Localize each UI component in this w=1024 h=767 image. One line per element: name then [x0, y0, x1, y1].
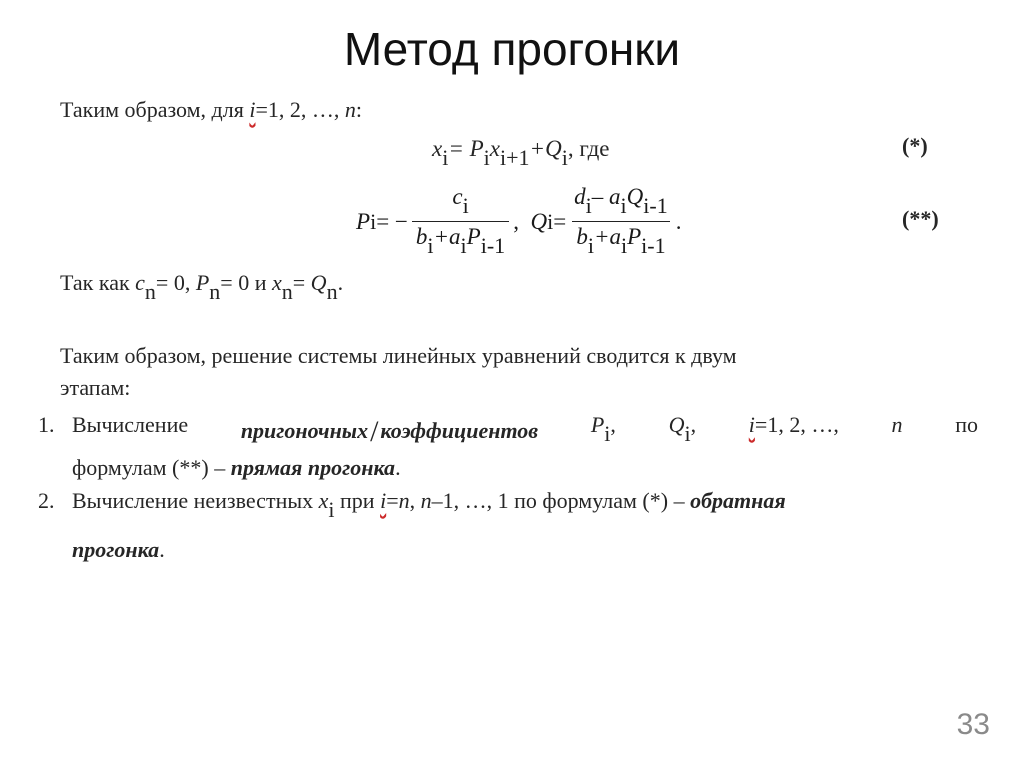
eq2-eq-minus: = −	[376, 208, 408, 234]
item1-terms	[241, 412, 538, 447]
eq2-a3-sub: i	[620, 233, 628, 258]
boundary-x: x	[271, 270, 282, 295]
slide-title: Метод прогонки	[343, 23, 681, 75]
eq1-x2: x	[489, 136, 501, 161]
item1-n: n	[891, 412, 903, 437]
eq1-where: , где	[567, 136, 610, 161]
boundary-c: c	[135, 270, 145, 295]
item1-word1: Вычисление	[72, 412, 189, 437]
eq2-c: c	[452, 184, 463, 209]
intro-n: n	[344, 97, 356, 122]
list-item-2-cont	[72, 537, 165, 563]
boundary-q-sub: n	[326, 279, 338, 304]
eq2-p2-sub: i-1	[480, 233, 506, 258]
item1-forward-sweep: прямая прогонка	[230, 455, 396, 480]
item1-q-sub: i	[684, 421, 691, 446]
item1-range: =1, 2, …,	[754, 412, 839, 437]
item2-backward: обратная	[690, 488, 786, 513]
eq2-dot: .	[675, 208, 682, 234]
boundary-p-sub: n	[209, 279, 221, 304]
slide-number: 33	[956, 708, 990, 741]
eq1-sub-i-3: i	[561, 145, 568, 170]
eq2-eq: =	[553, 208, 567, 234]
eq2-plus-a2: +a	[593, 224, 621, 249]
eq2-p: P	[356, 208, 371, 234]
eq2-p3-sub: i-1	[641, 233, 666, 258]
fraction-p-numerator	[448, 184, 472, 221]
item2-x: x	[318, 488, 329, 513]
item2-n2: n	[420, 488, 432, 513]
item1-word2: пригоночных	[240, 418, 369, 443]
item1-slash: /	[370, 415, 379, 448]
list-item-2-number: 2.	[38, 488, 55, 513]
eq2-q: Q	[530, 208, 548, 234]
eq2-b-sub: i	[427, 233, 434, 258]
eq2-b2: b	[576, 224, 588, 249]
intro-line	[60, 97, 362, 123]
equation-tag-star: (*)	[902, 133, 928, 158]
item2-text1: Вычисление неизвестных	[72, 488, 319, 513]
boundary-part2: = 0,	[155, 270, 196, 295]
boundary-end: .	[337, 270, 344, 295]
eq2-c-sub: i	[462, 193, 469, 218]
item1-i: i	[748, 412, 755, 437]
fraction-q-denominator	[572, 221, 669, 259]
list-item-2	[38, 488, 786, 523]
item1-q	[669, 412, 697, 447]
item1-q-letter: Q	[668, 412, 685, 437]
intro-i: i	[249, 97, 256, 122]
boundary-q: Q	[310, 270, 327, 295]
eq2-a2-sub: i	[620, 193, 627, 218]
intro-text: Таким образом, для	[60, 97, 250, 122]
intro-colon: :	[355, 97, 363, 122]
item1-word3: коэффициентов	[380, 418, 539, 443]
eq2-q-sub: i	[547, 208, 554, 234]
equation-double-star	[356, 184, 682, 259]
eq2-sub-i: i	[370, 208, 377, 234]
summary-line-cont: этапам:	[60, 375, 131, 400]
eq2-b: b	[415, 224, 428, 249]
fraction-p-denominator	[412, 221, 509, 259]
eq2-minus-a: – a	[591, 184, 621, 209]
list-item-2-text	[72, 488, 786, 522]
boundary-part4: =	[292, 270, 311, 295]
eq1-eq-p: = P	[448, 136, 484, 161]
item2-x-sub: i	[328, 497, 335, 522]
eq2-a-sub: i	[460, 233, 467, 258]
item1-comma1: ,	[610, 412, 616, 437]
intro-range: =1, 2, …,	[255, 97, 345, 122]
item2-text3: =	[386, 488, 399, 513]
boundary-text: Так как	[60, 270, 136, 295]
item2-text2: при	[334, 488, 381, 513]
eq2-p2: P	[466, 224, 481, 249]
item1-formulas: формулам (**) –	[72, 455, 231, 480]
fraction-q-numerator	[570, 184, 672, 221]
eq2-p3: P	[627, 224, 642, 249]
item1-end: .	[395, 455, 401, 480]
boundary-line	[60, 270, 343, 305]
eq1-x: x	[432, 136, 443, 161]
item2-n1: n	[398, 488, 410, 513]
fraction-q	[570, 184, 672, 259]
item1-i-range	[749, 412, 839, 447]
eq2-d-sub: i	[585, 193, 592, 218]
item2-sweep: прогонка	[72, 537, 160, 562]
item2-text5: –1, …, 1 по формулам (*) –	[431, 488, 691, 513]
list-item-1-number: 1.	[38, 412, 55, 437]
boundary-x-sub: n	[281, 279, 293, 304]
item1-p-letter: P	[590, 412, 605, 437]
item2-end: .	[159, 537, 165, 562]
summary-line: Таким образом, решение системы линейных уравнений сводится к двум	[60, 343, 737, 368]
equation-tag-double-star: (**)	[902, 206, 939, 231]
eq1-plus-q: +Q	[529, 136, 562, 161]
boundary-part3: = 0 и	[220, 270, 272, 295]
eq2-q2: Q	[626, 184, 644, 209]
item2-text4: ,	[409, 488, 421, 513]
list-item-1-cont	[72, 455, 401, 481]
boundary-c-sub: n	[144, 279, 156, 304]
eq2-d: d	[574, 184, 586, 209]
eq2-q2-sub: i-1	[643, 193, 668, 218]
eq1-sub-i: i	[442, 145, 449, 170]
eq1-sub-i-2: i	[483, 145, 490, 170]
item1-po: по	[955, 412, 978, 437]
eq2-comma: ,	[513, 208, 519, 234]
item1-p-sub: i	[604, 421, 611, 446]
item1-p	[591, 412, 616, 447]
fraction-p	[412, 184, 509, 259]
item1-comma2: ,	[690, 412, 697, 437]
equation-star	[432, 136, 610, 171]
list-item-1-text	[72, 412, 978, 447]
boundary-p: P	[195, 270, 210, 295]
item2-i: i	[380, 488, 387, 513]
eq1-sub-i1: i+1	[500, 145, 530, 170]
eq2-plus-a: +a	[433, 224, 461, 249]
eq2-b2-sub: i	[587, 233, 594, 258]
